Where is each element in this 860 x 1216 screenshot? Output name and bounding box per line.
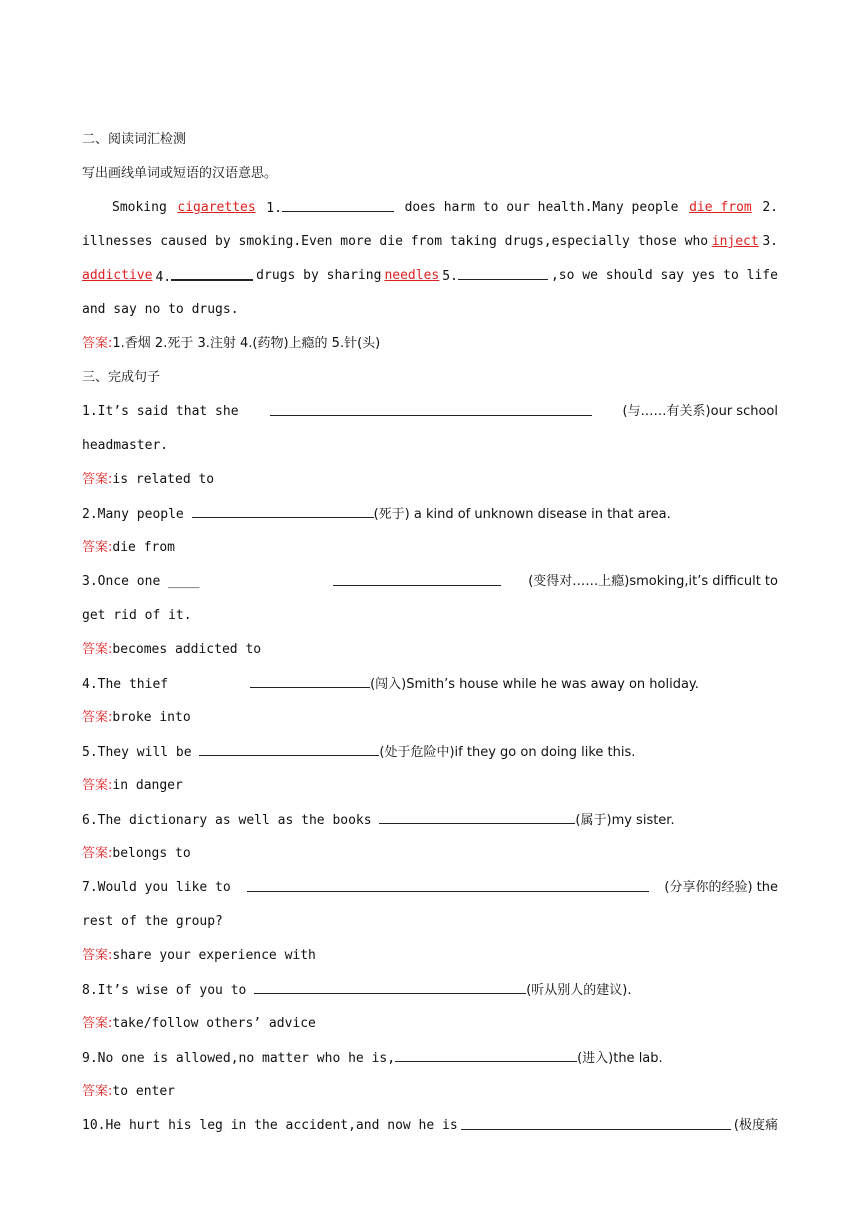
blank-sentence-9[interactable]	[395, 1048, 577, 1062]
answer-8: 答案:take/follow others’ advice	[82, 1016, 316, 1031]
section-heading: 二、阅读词汇检测	[82, 132, 187, 147]
passage-line-3: addictive 4. drugs by sharing needles 5. ,so we should say yes to life	[82, 266, 778, 288]
answer-9: 答案:to enter	[82, 1084, 176, 1099]
vocab-die-from: die from	[689, 200, 752, 215]
blank-4[interactable]	[171, 266, 253, 281]
sentence-1-cont: headmaster.	[82, 438, 169, 453]
blank-sentence-8[interactable]	[254, 980, 526, 994]
vocab-needles: needles	[384, 268, 440, 283]
blank-5[interactable]	[458, 266, 548, 280]
sentence-6: 6.The dictionary as well as the books (属于)my sister.	[82, 810, 778, 831]
answer-1: 答案:is related to	[82, 472, 215, 487]
sentence-4: 4.The thief (闯入)Smith’s house while he was away on holiday.	[82, 674, 778, 695]
vocab-inject: inject	[711, 234, 759, 249]
blank-sentence-6[interactable]	[379, 810, 575, 824]
sentence-3-cont: get rid of it.	[82, 608, 192, 623]
sentence-2: 2.Many people (死于) a kind of unknown disease in that area.	[82, 504, 778, 525]
vocab-addictive: addictive	[82, 268, 153, 283]
sentence-5: 5.They will be (处于危险中)if they go on doing like this.	[82, 742, 778, 763]
answer-6: 答案:belongs to	[82, 846, 191, 861]
sentence-10: 10.He hurt his leg in the accident,and now he is (极度痛	[82, 1118, 778, 1133]
passage-line-2: illnesses caused by smoking.Even more die from taking drugs,especially those who inject 3.	[82, 232, 778, 252]
sentence-7: 7.Would you like to (分享你的经验) the	[82, 880, 778, 895]
vocab-cigarettes: cigarettes	[177, 200, 256, 215]
blank-sentence-5[interactable]	[199, 742, 379, 756]
answer-7: 答案:share your experience with	[82, 948, 316, 963]
sentence-7-cont: rest of the group?	[82, 914, 223, 929]
blank-sentence-3[interactable]	[333, 572, 501, 586]
answer-4: 答案:broke into	[82, 710, 191, 725]
section-heading: 三、完成句子	[82, 370, 161, 385]
passage-line-1: Smoking cigarettes 1. does harm to our health.Many people die from 2.	[112, 198, 778, 219]
sentence-1: 1.It’s said that she (与……有关系)our school	[82, 404, 778, 419]
blank-sentence-1[interactable]	[270, 402, 592, 416]
answer-2: 答案:die from	[82, 540, 176, 555]
answer-5: 答案:in danger	[82, 778, 183, 793]
blank-1[interactable]	[282, 198, 394, 212]
answer-3: 答案:becomes addicted to	[82, 642, 262, 657]
instruction: 写出画线单词或短语的汉语意思。	[82, 166, 278, 181]
sentence-9: 9.No one is allowed,no matter who he is, (进入)the lab.	[82, 1048, 778, 1069]
sentence-3: 3.Once one ____ (变得对……上瘾)smoking,it’s difficult to	[82, 574, 778, 589]
blank-sentence-7[interactable]	[247, 878, 649, 892]
sentence-8: 8.It’s wise of you to (听从别人的建议).	[82, 980, 778, 1001]
passage-line-4: and say no to drugs.	[82, 302, 239, 317]
answer-line: 答案:1.香烟 2.死于 3.注射 4.(药物)上瘾的 5.针(头)	[82, 336, 381, 351]
blank-sentence-2[interactable]	[192, 504, 374, 518]
blank-sentence-4[interactable]	[250, 674, 370, 688]
blank-sentence-10[interactable]	[461, 1116, 731, 1130]
